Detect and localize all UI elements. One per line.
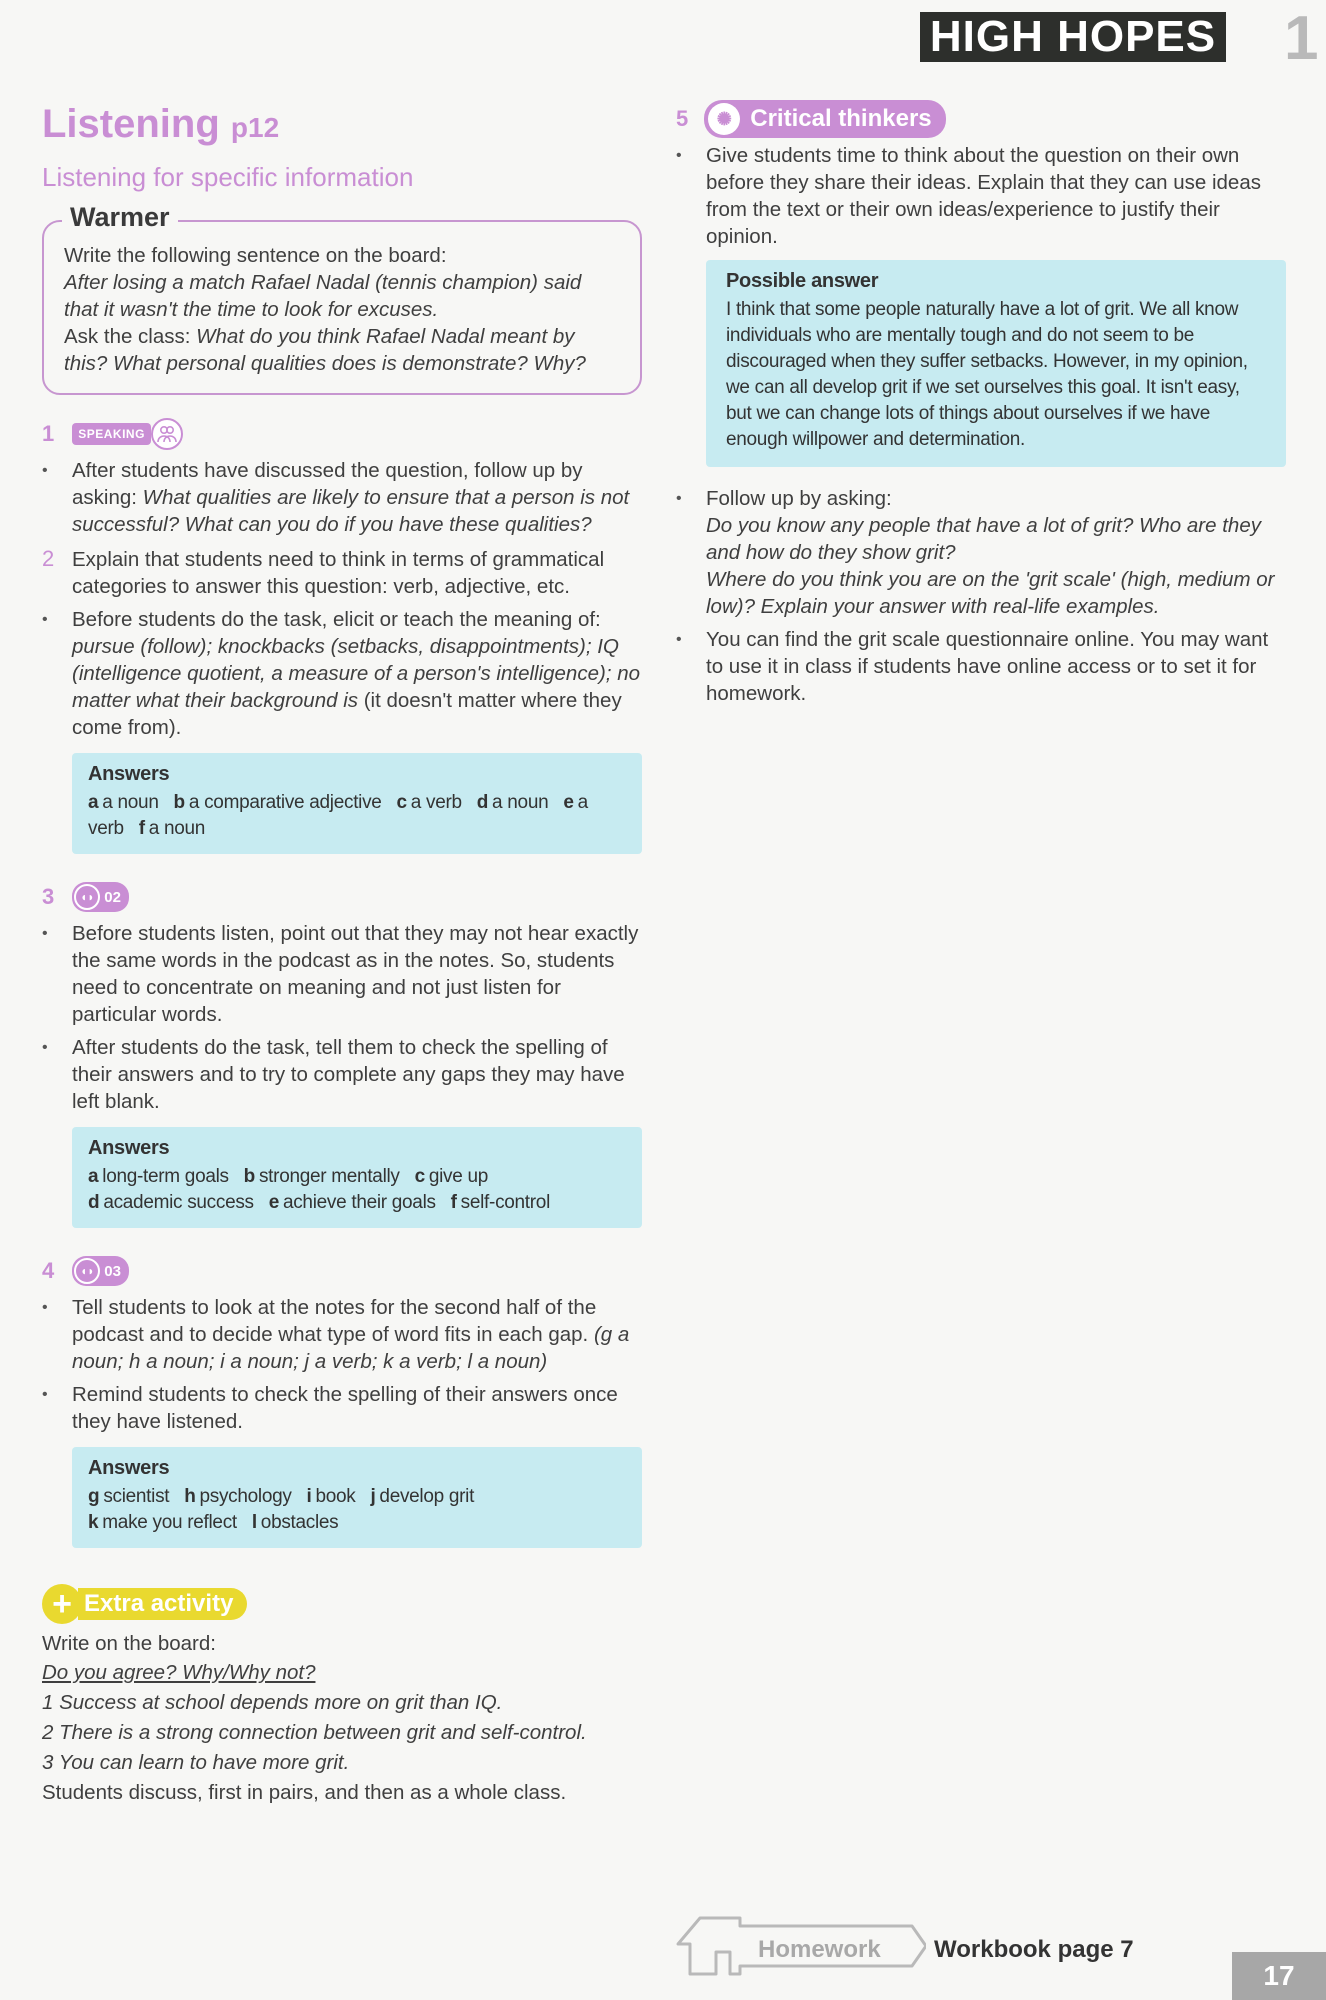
- possible-answer-title: Possible answer: [726, 270, 879, 292]
- answer-item: d academic success: [88, 1192, 254, 1213]
- task2-bullet-c: (it doesn't matter where they come from).: [72, 689, 622, 739]
- task3-answers-box: [72, 1127, 642, 1228]
- task3-bullet: • After students do the task, tell them to check the spelling of their answers and to try to complete any gaps they may have left blank.: [72, 1034, 642, 1115]
- answer-item: b stronger mentally: [243, 1166, 400, 1187]
- task4-bullet: [72, 1294, 642, 1375]
- task5-header: [676, 100, 1286, 138]
- answer-item: b a comparative adjective: [173, 792, 382, 813]
- warmer-line3: [64, 323, 620, 377]
- speaking-badge: SPEAKING: [72, 423, 151, 445]
- audio-track-number: 02: [104, 888, 121, 906]
- task2-text: Explain that students need to think in terms of grammatical categories to answer this question: verb, adjective, etc.: [72, 548, 605, 598]
- audio-track-number: 03: [104, 1262, 121, 1280]
- unit-title: HIGH HOPES: [920, 12, 1226, 62]
- followup-label: Follow up by asking:: [706, 487, 892, 510]
- extra-closing: Students discuss, first in pairs, and then as a whole class.: [42, 1781, 567, 1804]
- right-column: [676, 100, 1286, 713]
- task4-answers-box: [72, 1447, 642, 1548]
- task4-bullets: [72, 1294, 642, 1435]
- answer-item: e a verb: [88, 792, 588, 839]
- answer-item: d a noun: [476, 792, 549, 813]
- extra-question: Do you agree? Why/Why not?: [42, 1661, 316, 1684]
- task5-bullet: • Give students time to think about the question on their own before they share their ideas. Explain that they can use ideas from the text or their own ideas/experience to justify their opinion.: [706, 142, 1286, 250]
- extra-line1: Write on the board:: [42, 1632, 216, 1655]
- possible-answer-box: [706, 260, 1286, 467]
- answer-item: f self-control: [450, 1192, 550, 1213]
- task4-bullet: • Remind students to check the spelling of their answers once they have listened.: [72, 1381, 642, 1435]
- task2-line: [42, 546, 642, 600]
- answer-item: c give up: [414, 1166, 489, 1187]
- task2-answers-title: Answers: [88, 763, 170, 785]
- unit-number: 1: [1284, 4, 1319, 73]
- answer-item: l obstacles: [251, 1512, 339, 1533]
- task3-number: 3: [42, 884, 55, 909]
- section-title-text: Listening: [42, 102, 220, 146]
- extra-activity-label: Extra activity: [78, 1588, 247, 1620]
- audio-icon: ◖◗: [74, 1258, 100, 1284]
- task4-bullet-a: Tell students to look at the notes for the second half of the podcast and to decide what type of word fits in each gap.: [72, 1296, 597, 1346]
- warmer-line3-b: What do you think Rafael Nadal meant by this? What personal qualities does is demonstrate? Why?: [64, 325, 586, 375]
- audio-track-badge[interactable]: [72, 882, 129, 912]
- critical-thinkers-badge: [704, 100, 945, 138]
- answer-item: c a verb: [396, 792, 462, 813]
- page-number: 17: [1232, 1952, 1326, 2000]
- task2-bullet: [72, 606, 642, 741]
- warmer-line1: Write the following sentence on the board:: [64, 244, 447, 267]
- task3-answers-title: Answers: [88, 1137, 170, 1159]
- task1-bullet: [72, 457, 642, 538]
- plus-icon: +: [42, 1584, 82, 1624]
- answer-item: k make you reflect: [88, 1512, 237, 1533]
- followup-question1: Do you know any people that have a lot of grit? Who are they and how do they show grit?: [706, 514, 1261, 564]
- possible-answer-text: I think that some people naturally have a lot of grit. We all know individuals who are mentally tough and do not seem to be discouraged when they suffer setbacks. However, in my opinion, we can all develop grit if we set ourselves this goal. It isn't easy, but we can change lots of things about ourselves if we have enough willpower and determination.: [726, 299, 1248, 450]
- task3-bullet: • Before students listen, point out that they may not hear exactly the same words in the podcast as in the notes. So, students need to concentrate on meaning and not just listen for particular words.: [72, 920, 642, 1028]
- lightbulb-icon: ✺: [708, 103, 740, 135]
- task1-number: 1: [42, 421, 55, 446]
- section-page-ref: p12: [230, 112, 280, 143]
- task2-number: 2: [42, 546, 55, 571]
- task3-header: [42, 880, 642, 914]
- task5-bullet: [706, 485, 1286, 620]
- task2-bullet-b: pursue (follow); knockbacks (setbacks, disappointments); IQ (intelligence quotient, a measure of a person's intelligence); no matter what their background is: [72, 635, 641, 712]
- task3-bullets: [72, 920, 642, 1115]
- extra-activity-header: [42, 1584, 642, 1624]
- followup-question2: Where do you think you are on the 'grit scale' (high, medium or low)? Explain your answer with real-life examples.: [706, 568, 1275, 618]
- answer-item: g scientist: [88, 1486, 170, 1507]
- critical-thinkers-label: Critical thinkers: [750, 105, 932, 132]
- section-title: [42, 100, 642, 152]
- warmer-label: Warmer: [62, 202, 178, 233]
- task2-bullet-a: Before students do the task, elicit or teach the meaning of:: [72, 608, 601, 631]
- answer-item: e achieve their goals: [268, 1192, 436, 1213]
- task5-bullets: [706, 142, 1286, 250]
- audio-icon: ◖◗: [74, 884, 100, 910]
- pair-work-icon: [151, 418, 183, 450]
- task1-header: [42, 417, 642, 451]
- audio-track-badge[interactable]: [72, 1256, 129, 1286]
- task1-bullets: [72, 457, 642, 538]
- extra-item: 1 Success at school depends more on grit than IQ.: [42, 1691, 503, 1714]
- task3-answers-list: [88, 1164, 626, 1216]
- task4-answers-title: Answers: [88, 1457, 170, 1479]
- task4-header: [42, 1254, 642, 1288]
- task5-number: 5: [676, 106, 689, 131]
- task4-bullet-b: (g a noun; h a noun; i a noun; j a verb; k a verb; l a noun): [72, 1323, 630, 1373]
- task1-bullet-b: What qualities are likely to ensure that a person is not successful? What can you do if you have these qualities?: [72, 486, 630, 536]
- task4-answers-list: [88, 1484, 626, 1536]
- extra-item: 2 There is a strong connection between grit and self-control.: [42, 1721, 587, 1744]
- homework-footer: [676, 1910, 1156, 1984]
- warmer-box: [42, 202, 642, 395]
- answer-item: a a noun: [88, 792, 159, 813]
- warmer-line2: After losing a match Rafael Nadal (tennis champion) said that it wasn't the time to look for excuses.: [64, 271, 582, 321]
- task2-bullets: [72, 606, 642, 741]
- left-column: [42, 100, 642, 1806]
- task2-answers-list: [88, 790, 626, 842]
- section-subtitle: Listening for specific information: [42, 162, 414, 192]
- extra-item: 3 You can learn to have more grit.: [42, 1751, 350, 1774]
- answer-item: f a noun: [138, 818, 206, 839]
- task4-number: 4: [42, 1258, 55, 1283]
- task5-bullet: • You can find the grit scale questionnaire online. You may want to use it in class if students have online access or to set it for homework.: [706, 626, 1286, 707]
- answer-item: i book: [306, 1486, 356, 1507]
- task2-answers-box: [72, 753, 642, 854]
- warmer-line3-a: Ask the class:: [64, 325, 197, 348]
- answer-item: h psychology: [184, 1486, 292, 1507]
- answer-item: a long-term goals: [88, 1166, 229, 1187]
- answer-item: j develop grit: [370, 1486, 475, 1507]
- workbook-reference: Workbook page 7: [934, 1936, 1134, 1963]
- task1-bullet-a: After students have discussed the question, follow up by asking:: [72, 459, 583, 509]
- homework-label: Homework: [758, 1936, 881, 1963]
- task5-more-bullets: [706, 485, 1286, 707]
